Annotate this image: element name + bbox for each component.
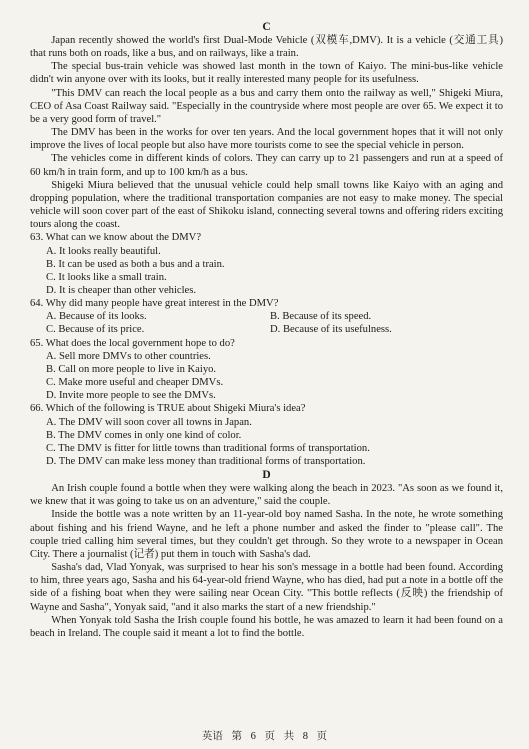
option-d: D. Invite more people to see the DMVs. bbox=[46, 390, 216, 402]
option-d: D. Because of its usefulness. bbox=[270, 324, 392, 336]
passage-d-paragraph: An Irish couple found a bottle when they were walking along the beach in 2023. "As soon as we found it, we knew that it was going to take us on an adventure," said the couple. bbox=[30, 483, 503, 508]
passage-d-paragraph: When Yonyak told Sasha the Irish couple found his bottle, he was amazed to learn it had been found on a beach in Ireland. The couple said it meant a lot to find the bottle. bbox=[30, 614, 503, 639]
passage-d-paragraph: Inside the bottle was a note written by an 11-year-old boy named Sasha. In the note, he wrote something about fishing and his friend Wayne, and he left a phone number and asked the finder to "please call". The couple tried calling him several times, but they couldn't get through. So they wrote to a newspaper in Ocean City. There a journalist (记者) put them in touch with Sasha's dad. bbox=[30, 509, 503, 560]
question-stem: 65. What does the local government hope to do? bbox=[30, 337, 235, 349]
page-footer: 英语 第 6 页 共 8 页 bbox=[201, 731, 328, 742]
passage-d-paragraph: Sasha's dad, Vlad Yonyak, was surprised to hear his son's message in a bottle had been found. According to him, three years ago, Sasha and his 64-year-old friend Wayne, who has died, had put a note in a bottle off the side of a fishing boat when they were sailing near Ocean City. "This bottle reflects (反映) the friendship of Wayne and Sasha", Yonyak said, "and it also marks the start of a new friendship." bbox=[30, 562, 503, 613]
option-c: C. Because of its price. bbox=[46, 324, 145, 336]
option-b: B. It can be used as both a bus and a train. bbox=[46, 258, 225, 270]
option-a: A. It looks really beautiful. bbox=[46, 245, 161, 257]
passage-c-paragraph: The vehicles come in different kinds of colors. They can carry up to 21 passengers and run at a speed of 60 km/h in train form, and up to 100 km/h as a bus. bbox=[30, 153, 503, 178]
section-d-title: D bbox=[262, 469, 271, 482]
question-stem: 64. Why did many people have great interest in the DMV? bbox=[30, 298, 279, 310]
question-66 bbox=[30, 402, 503, 468]
question-stem: 63. What can we know about the DMV? bbox=[30, 232, 202, 244]
passage-c-paragraph: Japan recently showed the world's first Dual-Mode Vehicle (双模车,DMV). It is a vehicle (交通工具) that runs both on roads, like a bus, and on railways, like a train. bbox=[30, 35, 503, 60]
passage-c-paragraph: The DMV has been in the works for over ten years. And the local government hopes that it will not only improve the lives of local people but also have more tourists come to see the special vehicle in person. bbox=[30, 127, 503, 152]
option-b: B. Call on more people to live in Kaiyo. bbox=[46, 363, 217, 375]
option-b: B. The DMV comes in only one kind of color. bbox=[46, 429, 242, 441]
question-stem: 66. Which of the following is TRUE about Shigeki Miura's idea? bbox=[30, 403, 306, 415]
option-d: D. The DMV can make less money than traditional forms of transportation. bbox=[46, 456, 366, 467]
question-65 bbox=[30, 337, 503, 403]
option-c: C. It looks like a small train. bbox=[46, 271, 167, 283]
option-c: C. Make more useful and cheaper DMVs. bbox=[46, 377, 224, 389]
section-c-title: C bbox=[262, 21, 271, 33]
option-a: A. Sell more DMVs to other countries. bbox=[46, 350, 211, 362]
passage-c-paragraph: Shigeki Miura believed that the unusual vehicle could help small towns like Kaiyo with an aging and dropping population, where the traditional transportation companies are not easy to make money. The special vehicle will soon cover part of the east of Shikoku island, connecting several towns and offering riders exciting tours along the coast. bbox=[30, 179, 503, 231]
option-a: A. The DMV will soon cover all towns in Japan. bbox=[46, 416, 252, 428]
option-a: A. Because of its looks. bbox=[46, 311, 147, 323]
option-c: C. The DMV is fitter for little towns than traditional forms of transportation. bbox=[46, 442, 370, 454]
passage-c-paragraph: "This DMV can reach the local people as a bus and carry them onto the railway as well," Shigeki Miura, CEO of Asa Coast Railway said. "Especially in the countryside where most people are over 65. We expect it to be a very good form of travel." bbox=[30, 87, 503, 125]
question-63 bbox=[30, 231, 503, 297]
option-d: D. It is cheaper than other vehicles. bbox=[46, 284, 197, 296]
option-b: B. Because of its speed. bbox=[270, 311, 372, 323]
passage-c-paragraph: The special bus-train vehicle was showed last month in the town of Kaiyo. The mini-bus-like vehicle didn't win anyone over with its looks, but it really interested many people for its usefulness. bbox=[30, 61, 503, 86]
question-64 bbox=[30, 297, 503, 336]
